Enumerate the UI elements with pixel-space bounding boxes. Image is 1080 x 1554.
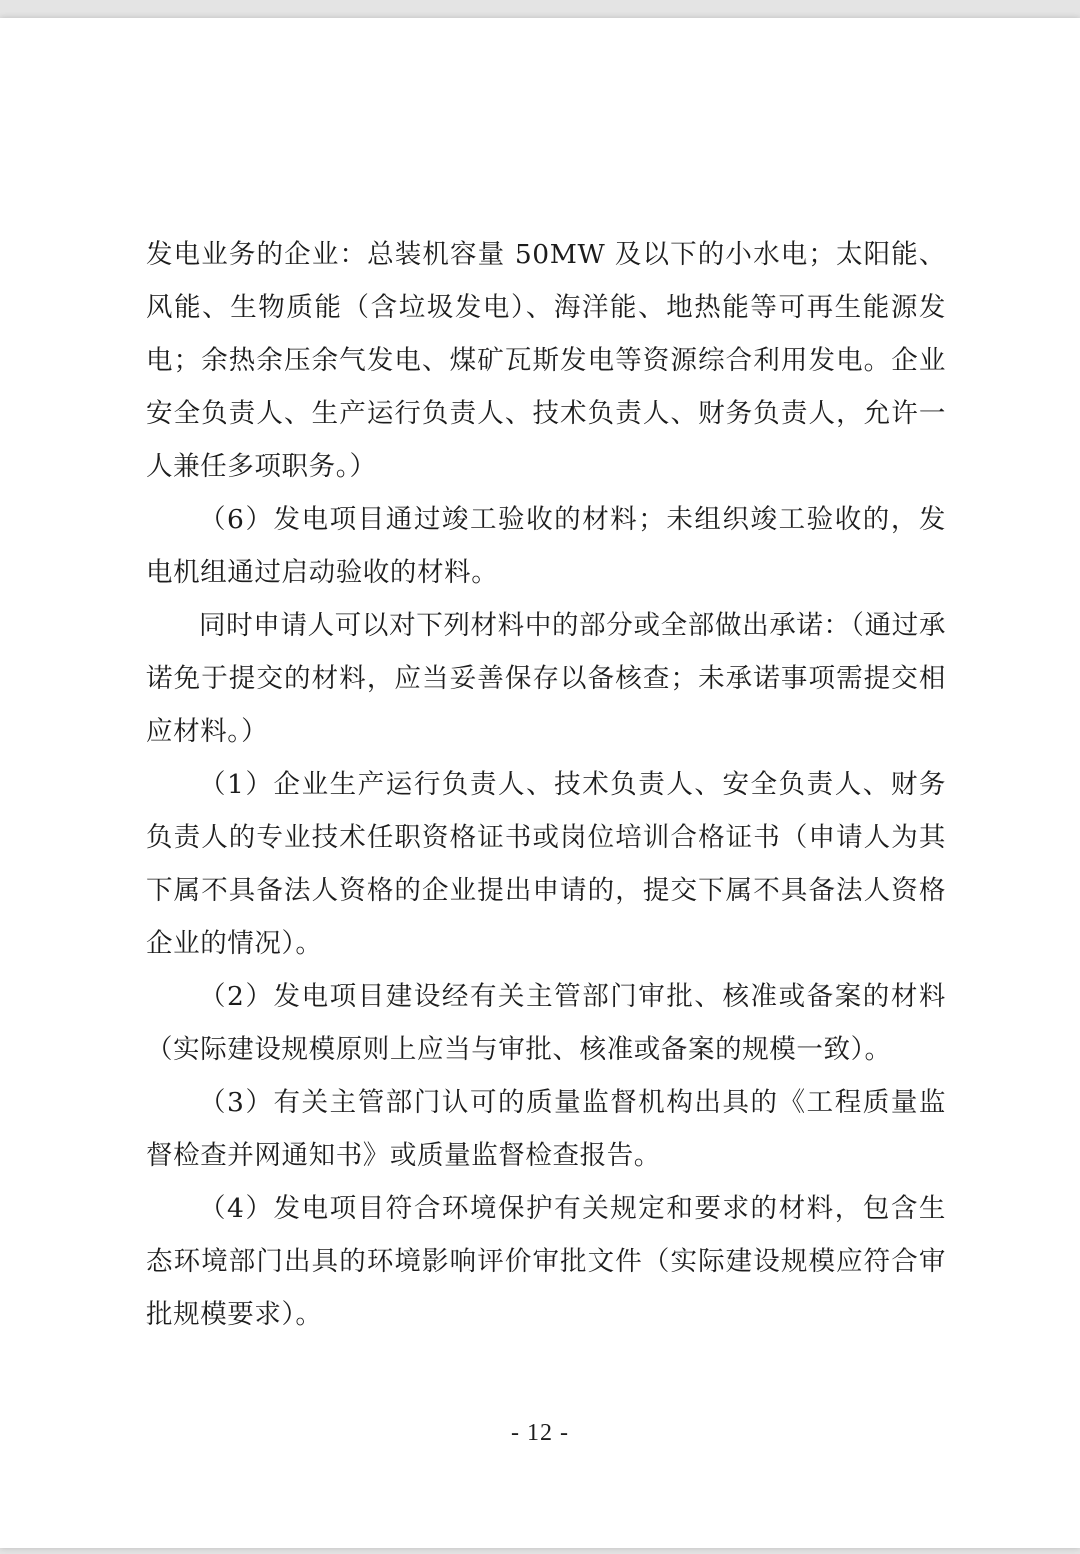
paragraph-commitment-2: （2）发电项目建设经有关主管部门审批、核准或备案的材料（实际建设规模原则上应当与审批、核准或备案的规模一致）。: [146, 981, 946, 1065]
document-page: [0, 18, 1080, 1548]
paragraph-commitment-4: （4）发电项目符合环境保护有关规定和要求的材料，包含生态环境部门出具的环境影响评价审批文件（实际建设规模应符合审批规模要求）。: [146, 1193, 946, 1330]
page-number: - 12 -: [511, 1420, 569, 1446]
paragraph-commitment-intro: 同时申请人可以对下列材料中的部分或全部做出承诺：（通过承诺免于提交的材料，应当妥善保存以备核查；未承诺事项需提交相应材料。）: [146, 610, 946, 747]
paragraph-commitment-1: （1）企业生产运行负责人、技术负责人、安全负责人、财务负责人的专业技术任职资格证书或岗位培训合格证书（申请人为其下属不具备法人资格的企业提出申请的，提交下属不具备法人资格企业的情况）。: [146, 769, 946, 959]
paragraph-item-6: （6）发电项目通过竣工验收的材料；未组织竣工验收的，发电机组通过启动验收的材料。: [146, 504, 946, 588]
paragraph-commitment-3: （3）有关主管部门认可的质量监督机构出具的《工程质量监督检查并网通知书》或质量监督检查报告。: [146, 1087, 946, 1171]
paragraph-continuation: 发电业务的企业：总装机容量 50MW 及以下的小水电；太阳能、风能、生物质能（含垃圾发电）、海洋能、地热能等可再生能源发电；余热余压余气发电、煤矿瓦斯发电等资源综合利用发电。企业安全负责人、生产运行负责人、技术负责人、财务负责人，允许一人兼任多项职务。）: [146, 239, 946, 482]
document-body: [146, 228, 946, 1341]
